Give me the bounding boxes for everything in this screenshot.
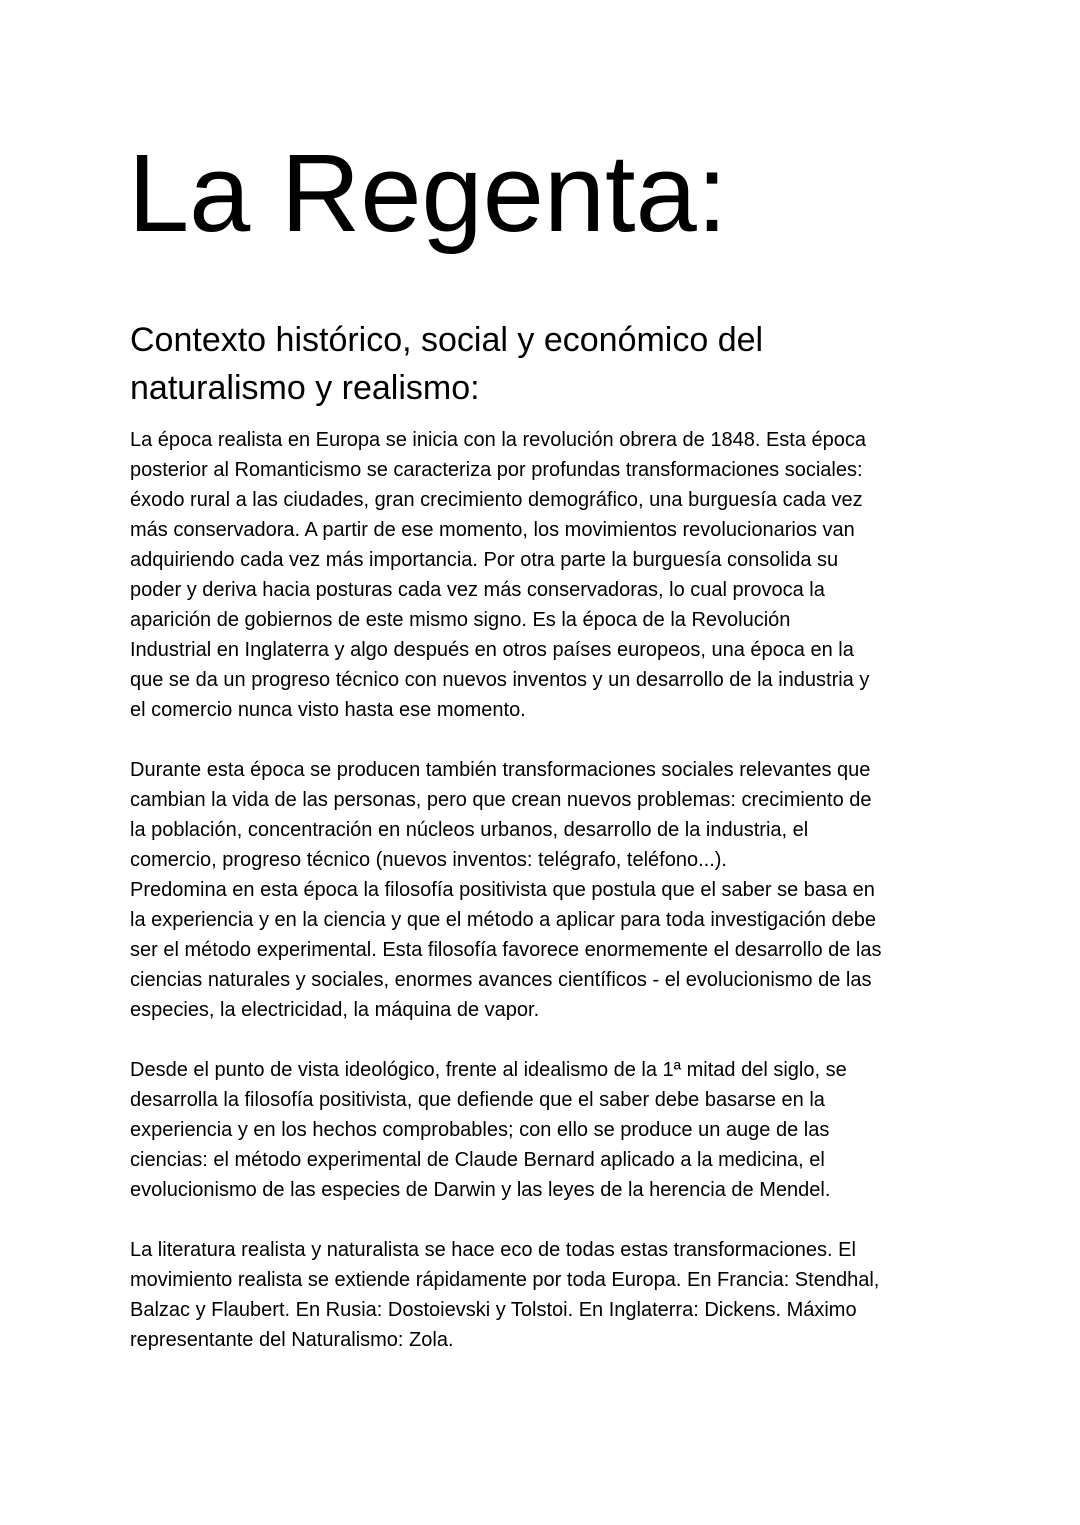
paragraph-line: experiencia y en los hechos comprobables; con ello se produce un auge de las: [130, 1119, 830, 1141]
paragraph-line: Balzac y Flaubert. En Rusia: Dostoievski y Tolstoi. En Inglaterra: Dickens. Máximo: [130, 1299, 857, 1321]
section-heading-line: naturalismo y realismo:: [130, 369, 480, 407]
document-title: La Regenta:: [128, 132, 728, 255]
paragraph: [130, 1055, 882, 1205]
paragraph-line: posterior al Romanticismo se caracteriza por profundas transformaciones sociales:: [130, 459, 863, 481]
paragraph-line: Durante esta época se producen también transformaciones sociales relevantes que: [130, 759, 871, 781]
paragraph-line: adquiriendo cada vez más importancia. Por otra parte la burguesía consolida su: [130, 549, 839, 571]
paragraph-line: ciencias naturales y sociales, enormes avances científicos - el evolucionismo de las: [130, 969, 872, 991]
paragraph-line: representante del Naturalismo: Zola.: [130, 1329, 454, 1351]
paragraph-line: La época realista en Europa se inicia con la revolución obrera de 1848. Esta época: [130, 429, 867, 451]
paragraph-line: éxodo rural a las ciudades, gran crecimiento demográfico, una burguesía cada vez: [130, 489, 863, 511]
paragraph-line: Predomina en esta época la filosofía positivista que postula que el saber se basa en: [130, 879, 875, 901]
paragraph: [130, 425, 882, 725]
paragraph-line: que se da un progreso técnico con nuevos inventos y un desarrollo de la industria y: [130, 669, 870, 691]
paragraph: [130, 755, 882, 1025]
section-heading: [130, 316, 763, 412]
paragraph-line: la experiencia y en la ciencia y que el método a aplicar para toda investigación debe: [130, 909, 877, 931]
paragraph-line: la población, concentración en núcleos urbanos, desarrollo de la industria, el: [130, 819, 809, 841]
paragraph-line: movimiento realista se extiende rápidamente por toda Europa. En Francia: Stendhal,: [130, 1269, 880, 1291]
paragraph-line: comercio, progreso técnico (nuevos inventos: telégrafo, teléfono...).: [130, 849, 727, 871]
paragraph-line: La literatura realista y naturalista se hace eco de todas estas transformaciones. El: [130, 1239, 856, 1261]
paragraph-line: evolucionismo de las especies de Darwin y las leyes de la herencia de Mendel.: [130, 1179, 831, 1201]
paragraph-line: Industrial en Inglaterra y algo después en otros países europeos, una época en la: [130, 639, 854, 661]
paragraph-line: más conservadora. A partir de ese momento, los movimientos revolucionarios van: [130, 519, 855, 541]
paragraph-line: aparición de gobiernos de este mismo signo. Es la época de la Revolución: [130, 609, 791, 631]
paragraph: [130, 1235, 882, 1355]
paragraph-line: especies, la electricidad, la máquina de vapor.: [130, 999, 540, 1021]
paragraph-line: desarrolla la filosofía positivista, que defiende que el saber debe basarse en la: [130, 1089, 825, 1111]
paragraph-line: ciencias: el método experimental de Claude Bernard aplicado a la medicina, el: [130, 1149, 825, 1171]
paragraph-line: Desde el punto de vista ideológico, frente al idealismo de la 1ª mitad del siglo, se: [130, 1059, 847, 1081]
document-body: [130, 425, 882, 1385]
paragraph-line: ser el método experimental. Esta filosofía favorece enormemente el desarrollo de las: [130, 939, 882, 961]
paragraph-line: poder y deriva hacia posturas cada vez más conservadoras, lo cual provoca la: [130, 579, 825, 601]
section-heading-line: Contexto histórico, social y económico del: [130, 321, 764, 359]
paragraph-line: cambian la vida de las personas, pero que crean nuevos problemas: crecimiento de: [130, 789, 872, 811]
paragraph-line: el comercio nunca visto hasta ese momento.: [130, 699, 526, 721]
